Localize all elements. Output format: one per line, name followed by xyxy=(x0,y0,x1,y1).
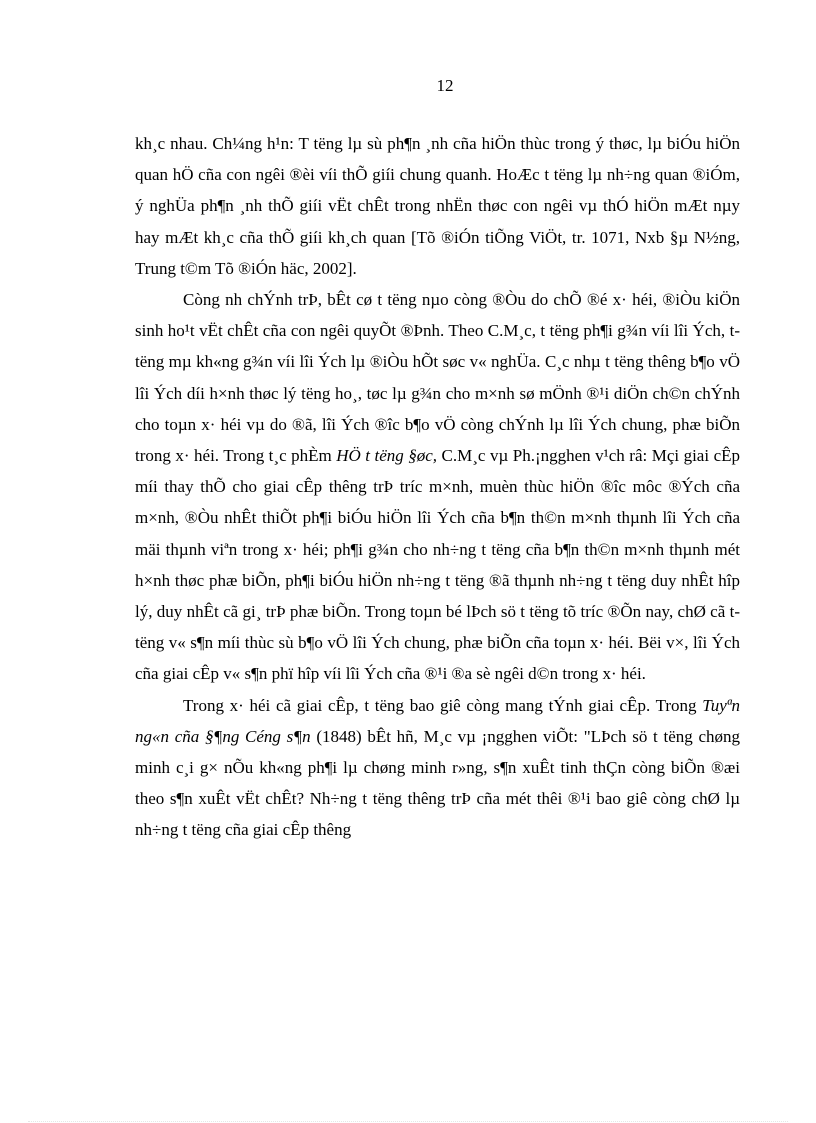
paragraph-3-text-start: Trong x· héi cã giai cÊp, t tëng bao giê còng mang tÝnh giai cÊp. Trong xyxy=(183,695,703,715)
document-body xyxy=(135,128,740,846)
page-number: 12 xyxy=(436,76,454,95)
paragraph-1: kh¸c nhau. Ch¼ng h¹n: T tëng lµ sù ph¶n ¸nh cña hiÖn thùc trong ý thøc, lµ biÓu hiÖn quan hÖ cña con ngêi ®èi víi thÕ giíi chung quanh. HoÆc t tëng lµ nh÷ng quan ®iÓm, ý nghÜa ph¶n ¸nh thÕ giíi vËt chÊt trong nhËn thøc con ngêi vµ thÓ hiÖn mÆt nµy hay mÆt kh¸c cña thÕ giíi kh¸ch quan [Tõ ®iÓn tiÕng ViÖt, tr. 1071, Nxb §µ N½ng, Trung t©m Tõ ®iÓn häc, 2002]. xyxy=(135,134,740,278)
work-title-german-ideology: HÖ t tëng §øc, xyxy=(336,446,438,466)
paragraph-2 xyxy=(135,284,740,690)
paragraph-2-text-start: Còng nh chÝnh trÞ, bÊt cø t tëng nµo còng ®Òu do chÕ ®é x· héi, ®iÒu kiÖn sinh ho¹t vËt chÊt cña con ngêi quyÕt ®Þnh. Theo C.M¸c, t tëng ph¶i g¾n víi lîi Ých, t tëng mµ kh«ng g¾n víi lîi Ých lµ ®iÒu hÕt søc v« nghÜa. C¸c nhµ t tëng thêng b¶o vÖ lîi Ých díi h×nh thøc lý tëng ho¸, tøc lµ g¾n cho m×nh sø mÖnh ®¹i diÖn ch©n chÝnh cho toµn x· héi vµ do ®ã, lîi Ých ®îc b¶o vÖ còng chÝnh lµ lîi Ých chung, phæ biÕn trong x· héi. Trong t¸c phÈm xyxy=(135,290,740,466)
paragraph-3-text-end: (1848) bÊt hñ, M¸c vµ ¡ngghen viÕt: "LÞch sö t tëng chøng minh c¸i g× nÕu kh«ng ph¶i lµ chøng minh r»ng, s¶n xuÊt tinh thÇn còng biÕn ®æi theo s¶n xuÊt vËt chÊt? Nh÷ng t tëng thêng trÞ cña mét thêi ®¹i bao giê còng chØ lµ nh÷ng t tëng cña giai cÊp thêng xyxy=(135,726,740,840)
page-bottom-edge xyxy=(28,1121,788,1122)
work-title-communist-manifesto: Tuyªn ng«n cña §¶ng Céng s¶n xyxy=(135,695,740,746)
paragraph-3 xyxy=(135,690,740,846)
paragraph-2-text-end: C.M¸c vµ Ph.¡ngghen v¹ch râ: Mçi giai cÊp míi thay thÕ cho giai cÊp thêng trÞ tríc m×nh, muèn thùc hiÖn ®îc môc ®Ých cña m×nh, ®Òu nhÊt thiÕt ph¶i biÓu hiÖn lîi Ých cña b¶n th©n m×nh thµnh lîi Ých cña mäi thµnh viªn trong x· héi; ph¶i g¾n cho nh÷ng t tëng cña b¶n th©n m×nh thµnh mét h×nh thøc phæ biÕn, ph¶i biÓu hiÖn nh÷ng t tëng ®ã thµnh nh÷ng t tëng duy nhÊt hîp lý, duy nhÊt cã gi¸ trÞ phæ biÕn. Trong toµn bé lÞch sö t tëng tõ tríc ®Õn nay, chØ cã t tëng v« s¶n míi thùc sù b¶o vÖ lîi Ých chung, phæ biÕn cña toµn x· héi. Bëi v×, lîi Ých cña giai cÊp v« s¶n phï hîp víi lîi Ých cña ®¹i ®a sè ngêi d©n trong x· héi. xyxy=(135,446,740,684)
